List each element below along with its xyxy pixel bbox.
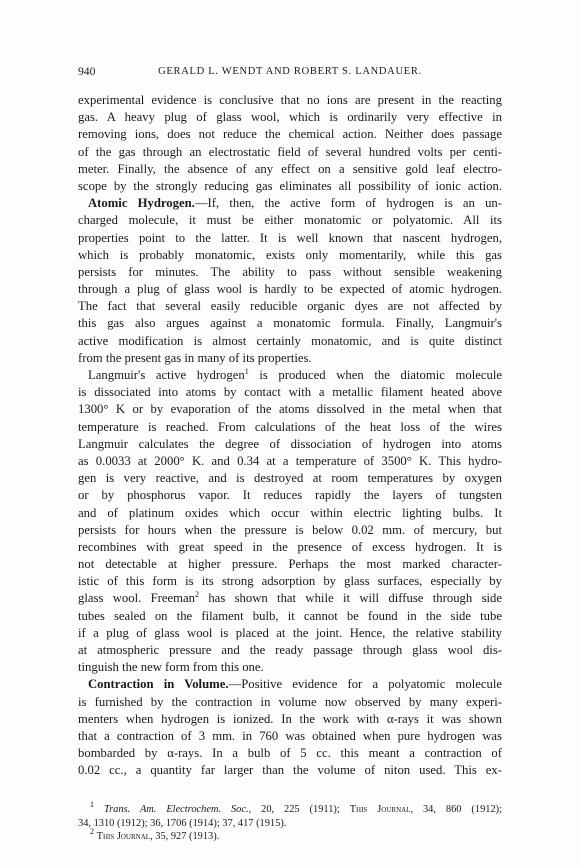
text-line: 1300° K or by evaporation of the atoms dissolved in the metal when that (78, 402, 502, 417)
text-line: menters when hydrogen is ionized. In the work with α-rays it was shown (78, 711, 502, 726)
text-line: at atmospheric pressure and the ready passage through glass wool dis- (78, 643, 502, 657)
journal-title: Trans. Am. Electrochem. Soc. (103, 804, 249, 815)
text-line: is furnished by the contraction in volume now observed by many experi- (78, 694, 502, 709)
text-line: persists for hours when the pressure is below 0.02 mm. of mercury, but (78, 522, 502, 537)
footnote-marker: 2 (90, 827, 94, 837)
journal-title: This Journal (349, 804, 411, 815)
footnote-ref[interactable]: 2 (195, 590, 199, 600)
text-line: through a plug of glass wool is hardly to be expected of atomic hydrogen. (78, 282, 502, 297)
text-line: not detectable at higher pressure. Perhaps the most marked character- (78, 557, 502, 572)
text-line: properties point to the latter. It is well known that nascent hydrogen, (78, 230, 502, 245)
footnote-2 (78, 827, 502, 844)
text-line: istic of this form is its strong adsorption by glass surfaces, especially by (78, 574, 502, 589)
text-line: persists for minutes. The ability to pass without sensible weakening (78, 264, 502, 279)
section-heading-contraction-in-volume: Contraction in Volume. (88, 677, 229, 692)
text-line: tubes sealed on the filament bulb, it cannot be found in the side tube (78, 608, 502, 623)
text-line: bombarded by α-rays. In a bulb of 5 cc. this meant a contraction of (78, 746, 502, 761)
section-heading-atomic-hydrogen: Atomic Hydrogen. (88, 196, 195, 211)
text-line: The fact that several easily reducible organic dyes are not affected by (78, 299, 502, 314)
text-line: if a plug of glass wool is placed at the joint. Hence, the relative stability (78, 625, 502, 640)
footnote-1 (78, 800, 502, 817)
text-line: Langmuir calculates the degree of dissociation of hydrogen into atoms (78, 436, 502, 451)
footnote-marker: 1 (90, 800, 94, 809)
footnote-ref[interactable]: 1 (244, 367, 249, 376)
text-line: 0.02 cc., a quantity far larger than the volume of niton used. This ex- (78, 763, 502, 778)
text-line: is dissociated into atoms by contact with a metallic filament heated above (78, 385, 502, 400)
text-line: as 0.0033 at 2000° K. and 0.34 at a temperature of 3500° K. This hydro- (78, 453, 502, 468)
text-line: removing ions, does not reduce the chemical action. Neither does passage (78, 127, 502, 142)
citation: , 35, 927 (1913). (150, 831, 220, 843)
journal-title: This Journal (96, 831, 151, 843)
text-line (78, 367, 502, 384)
text-line: this gas also argues against a monatomic formula. Finally, Langmuir's (78, 316, 502, 331)
text-line: charged molecule, it must be either monatomic or polyatomic. All its (78, 213, 502, 228)
page-header (78, 64, 502, 80)
text-line: gen is very reactive, and is destroyed at room temperatures by oxygen (78, 471, 502, 486)
text-line: scope by the strongly reducing gas eliminates all possibility of ionic action. (78, 178, 502, 193)
text-line: from the present gas in many of its properties. (78, 350, 312, 365)
text-line: tinguish the new form from this one. (78, 660, 264, 675)
text-line: gas. A heavy plug of glass wool, which is ordinarily very effective in (78, 110, 502, 125)
footnotes (78, 800, 502, 844)
text-line: recombines with great speed in the presence of excess hydrogen. It is (78, 539, 502, 554)
text-line: of the gas through an electrostatic field of several hundred volts per centi- (78, 144, 502, 159)
text-line: active modification is almost certainly monatomic, and is quite distinct (78, 333, 502, 348)
text-line: meter. Finally, the absence of any effect on a sensitive gold leaf electro- (78, 161, 502, 176)
text-line: temperature is reached. From calculations of the heat loss of the wires (78, 419, 502, 434)
text-line: and of platinum oxides which occur within electric lighting bulbs. It (78, 505, 502, 520)
body-text (78, 92, 502, 780)
text-span: Langmuir's active hydrogen (88, 368, 245, 382)
text-line: that a contraction of 3 mm. in 760 was obtained when pure hydrogen was (78, 728, 502, 743)
text-line (78, 676, 502, 693)
running-head: GERALD L. WENDT AND ROBERT S. LANDAUER. (158, 66, 422, 77)
text-span: has shown that while it will diffuse through side (199, 591, 503, 606)
citation: , 20, 225 (1911); (248, 804, 350, 815)
text-span: —Positive evidence for a polyatomic molecule (228, 677, 502, 692)
text-span: —If, then, the active form of hydrogen is an un- (194, 196, 502, 211)
text-line (78, 195, 502, 212)
page-number: 940 (78, 65, 96, 78)
text-line: or by phosphorus vapor. It reduces rapidly the layers of tungsten (78, 488, 502, 503)
text-line: experimental evidence is conclusive that no ions are present in the reacting (78, 93, 502, 107)
footnote-1-continued: 34, 1310 (1912); 36, 1706 (1914); 37, 417 (1915). (78, 817, 287, 829)
text-span: is produced when the diatomic molecule (248, 368, 503, 382)
text-span: glass wool. Freeman (78, 591, 195, 606)
text-line: which is probably monatomic, exists only momentarily, while this gas (78, 247, 502, 262)
text-line (78, 590, 502, 607)
citation: , 34, 860 (1912); (410, 804, 502, 815)
